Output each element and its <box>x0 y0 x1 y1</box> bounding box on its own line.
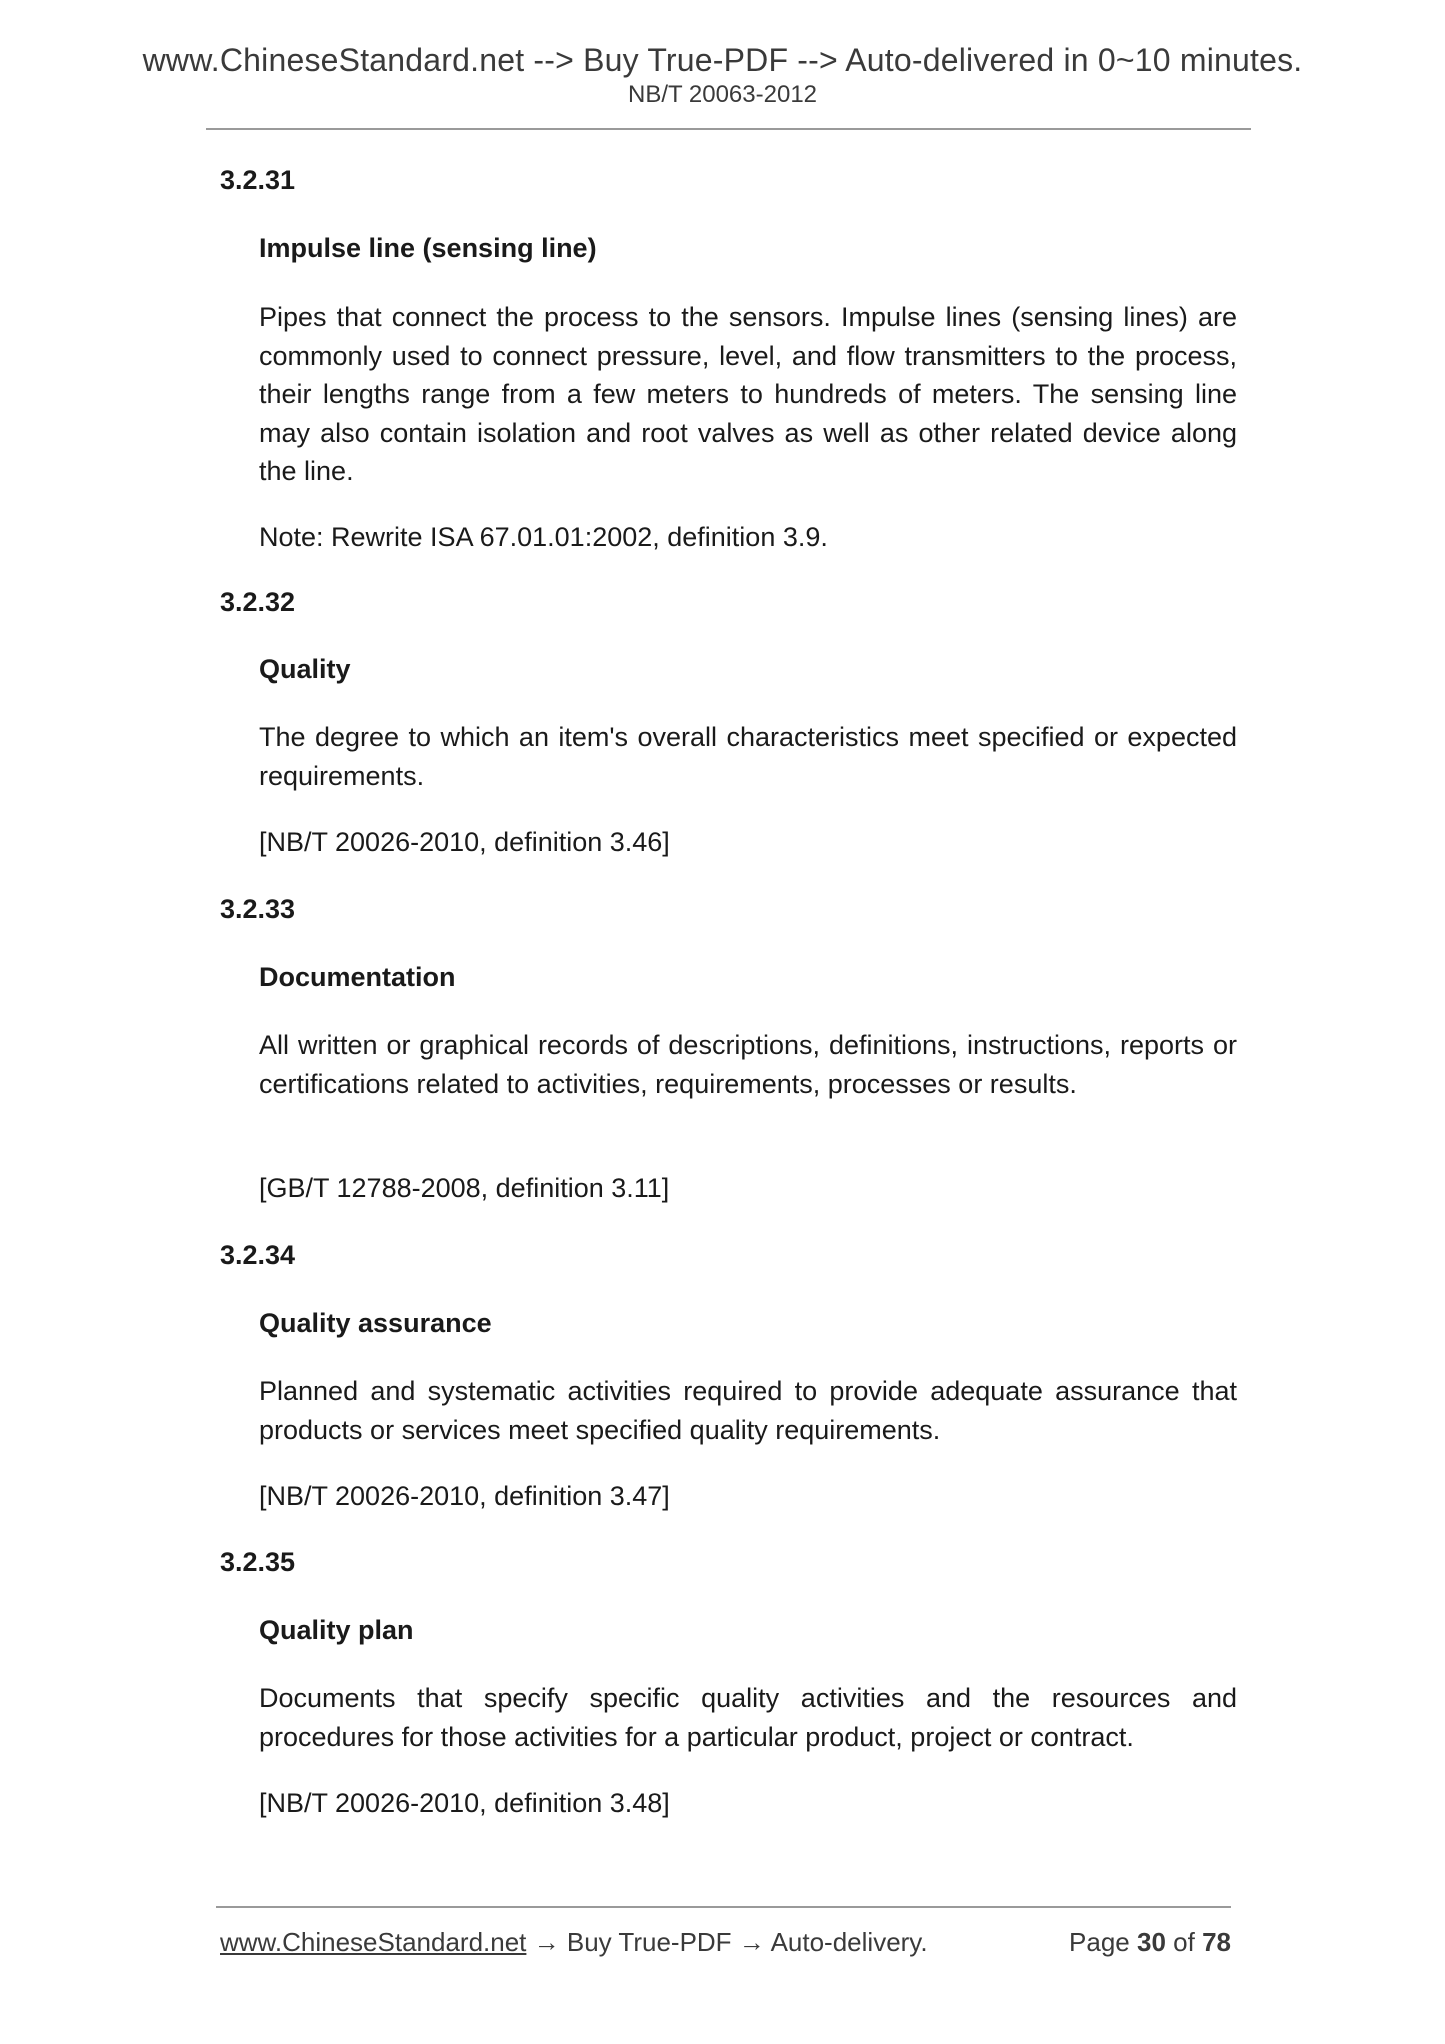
clause-note: [NB/T 20026-2010, definition 3.47] <box>259 1481 670 1511</box>
page-footer <box>220 1925 1231 1959</box>
page-total: 78 <box>1202 1927 1231 1957</box>
header-banner: www.ChineseStandard.net --> Buy True-PDF --> Auto-delivered in 0~10 minutes. <box>142 42 1303 78</box>
clause-term: Quality <box>259 654 351 684</box>
clause-term: Impulse line (sensing line) <box>259 233 597 263</box>
page-label: Page <box>1069 1927 1130 1957</box>
clause-note: Note: Rewrite ISA 67.01.01:2002, definition 3.9. <box>259 522 828 552</box>
page-of-label: of <box>1173 1927 1195 1957</box>
clause-note: [GB/T 12788-2008, definition 3.11] <box>259 1173 670 1203</box>
page-header <box>0 0 1445 110</box>
clause-number: 3.2.35 <box>220 1547 296 1577</box>
clause-term: Quality plan <box>259 1615 414 1645</box>
clause-number: 3.2.31 <box>220 165 296 195</box>
clause-definition: Pipes that connect the process to the sensors. Impulse lines (sensing lines) are commonly used to connect pressure, level, and flow transmitters to the process, their lengths range from a few meters to hundreds of meters. The sensing line may also contain isolation and root valves as well as other related device along the line. <box>259 302 1237 486</box>
clause-number: 3.2.34 <box>220 1240 296 1270</box>
footer-divider <box>216 1906 1231 1908</box>
header-doc-id: NB/T 20063-2012 <box>627 81 818 108</box>
page-current: 30 <box>1137 1927 1166 1957</box>
clause-number: 3.2.32 <box>220 587 296 617</box>
footer-tagline: → Buy True-PDF → Auto-delivery. <box>526 1927 928 1957</box>
clause-note: [NB/T 20026-2010, definition 3.46] <box>259 827 670 857</box>
clause-note: [NB/T 20026-2010, definition 3.48] <box>259 1788 670 1818</box>
clause-definition: Documents that specify specific quality activities and the resources and procedures for those activities for a particular product, project or contract. <box>259 1683 1237 1752</box>
clause-term: Documentation <box>259 962 456 992</box>
clause-number: 3.2.33 <box>220 894 296 924</box>
clause-definition: The degree to which an item's overall characteristics meet specified or expected requirements. <box>259 722 1237 791</box>
clause-definition: Planned and systematic activities required to provide adequate assurance that products or services meet specified quality requirements. <box>259 1376 1237 1445</box>
clause-definition: All written or graphical records of descriptions, definitions, instructions, reports or certifications related to activities, requirements, processes or results. <box>259 1030 1237 1099</box>
footer-site-link[interactable]: www.ChineseStandard.net <box>220 1927 527 1957</box>
page-indicator <box>1069 1925 1231 1959</box>
header-divider <box>206 128 1251 130</box>
clause-term: Quality assurance <box>259 1308 492 1338</box>
